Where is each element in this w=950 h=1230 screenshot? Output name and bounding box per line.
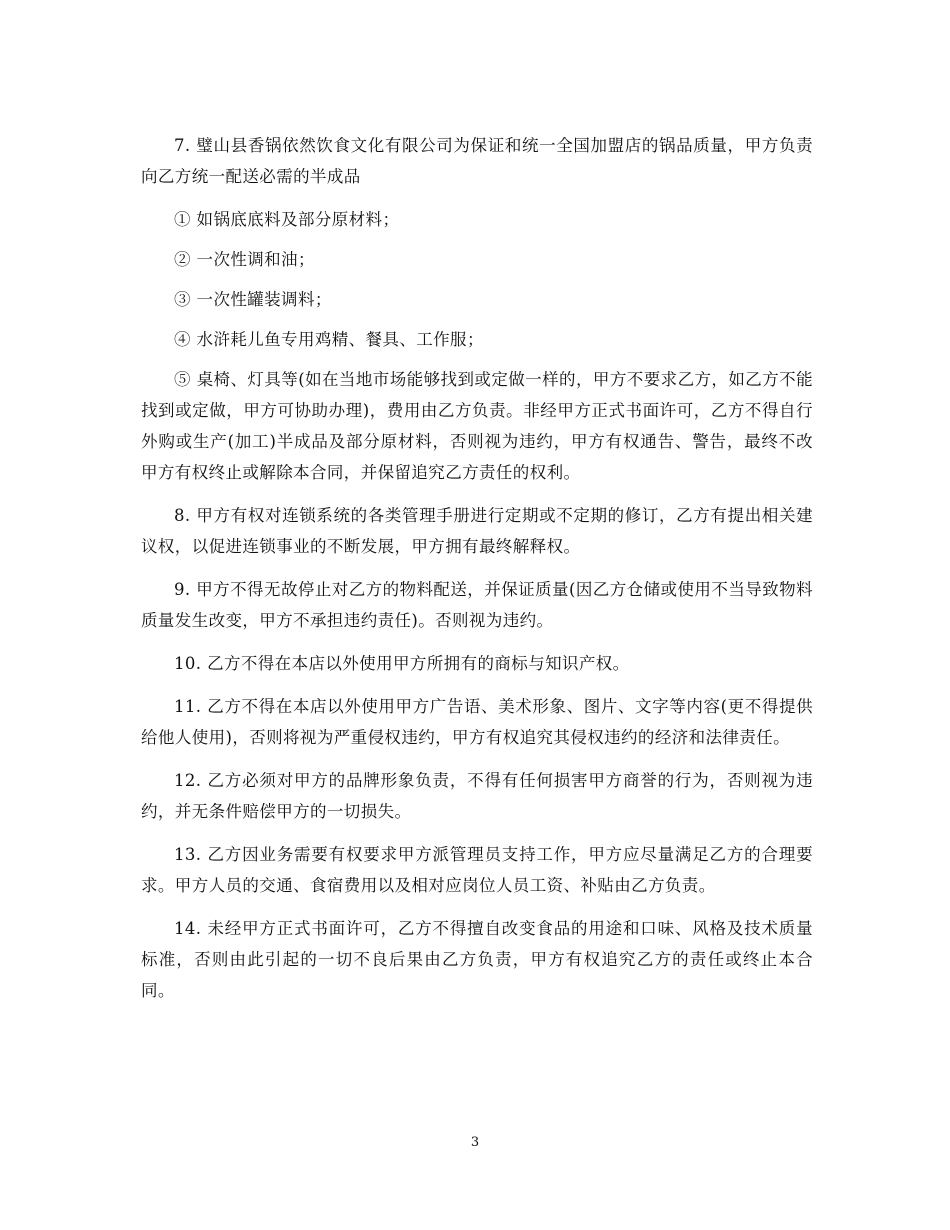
clause-7-item-1: ① 如锅底底料及部分原材料；	[174, 210, 400, 229]
clause-10: 10. 乙方不得在本店以外使用甲方所拥有的商标与知识产权。	[174, 654, 630, 673]
document-body	[141, 130, 813, 1018]
clause-11: 11. 乙方不得在本店以外使用甲方广告语、美术形象、图片、文字等内容(更不得提供给他人使用)，否则将视为严重侵权违约，甲方有权追究其侵权违约的经济和法律责任。	[141, 697, 813, 747]
clause-7-item-3: ③ 一次性罐装调料；	[174, 290, 332, 309]
clause-9: 9. 甲方不得无故停止对乙方的物料配送，并保证质量(因乙方仓储或使用不当导致物料质量发生改变，甲方不承担违约责任)。否则视为违约。	[141, 580, 813, 630]
page-number: 3	[470, 1135, 480, 1150]
clause-14: 14. 未经甲方正式书面许可，乙方不得擅自改变食品的用途和口味、风格及技术质量标准，否则由此引起的一切不良后果由乙方负责，甲方有权追究乙方的责任或终止本合同。	[141, 919, 813, 1000]
clause-12: 12. 乙方必须对甲方的品牌形象负责，不得有任何损害甲方商誉的行为，否则视为违约，并无条件赔偿甲方的一切损失。	[141, 771, 813, 821]
clause-7-item-2: ② 一次性调和油；	[174, 250, 315, 269]
clause-7-item-4: ④ 水浒耗儿鱼专用鸡精、餐具、工作服；	[174, 330, 484, 349]
clause-7-item-5: ⑤ 桌椅、灯具等(如在当地市场能够找到或定做一样的，甲方不要求乙方，如乙方不能找到或定做，甲方可协助办理)，费用由乙方负责。非经甲方正式书面许可，乙方不得自行外购或生产(加工)半成品及部分原材料，否则视为违约，甲方有权通告、警告，最终不改甲方有权终止或解除本合同，并保留追究乙方责任的权利。	[141, 370, 813, 482]
clause-7: 7. 璧山县香锅依然饮食文化有限公司为保证和统一全国加盟店的锅品质量，甲方负责向乙方统一配送必需的半成品	[141, 136, 813, 186]
clause-13: 13. 乙方因业务需要有权要求甲方派管理员支持工作，甲方应尽量满足乙方的合理要求。甲方人员的交通、食宿费用以及相对应岗位人员工资、补贴由乙方负责。	[141, 845, 813, 895]
clause-8: 8. 甲方有权对连锁系统的各类管理手册进行定期或不定期的修订，乙方有提出相关建议权，以促进连锁事业的不断发展，甲方拥有最终解释权。	[141, 506, 813, 556]
